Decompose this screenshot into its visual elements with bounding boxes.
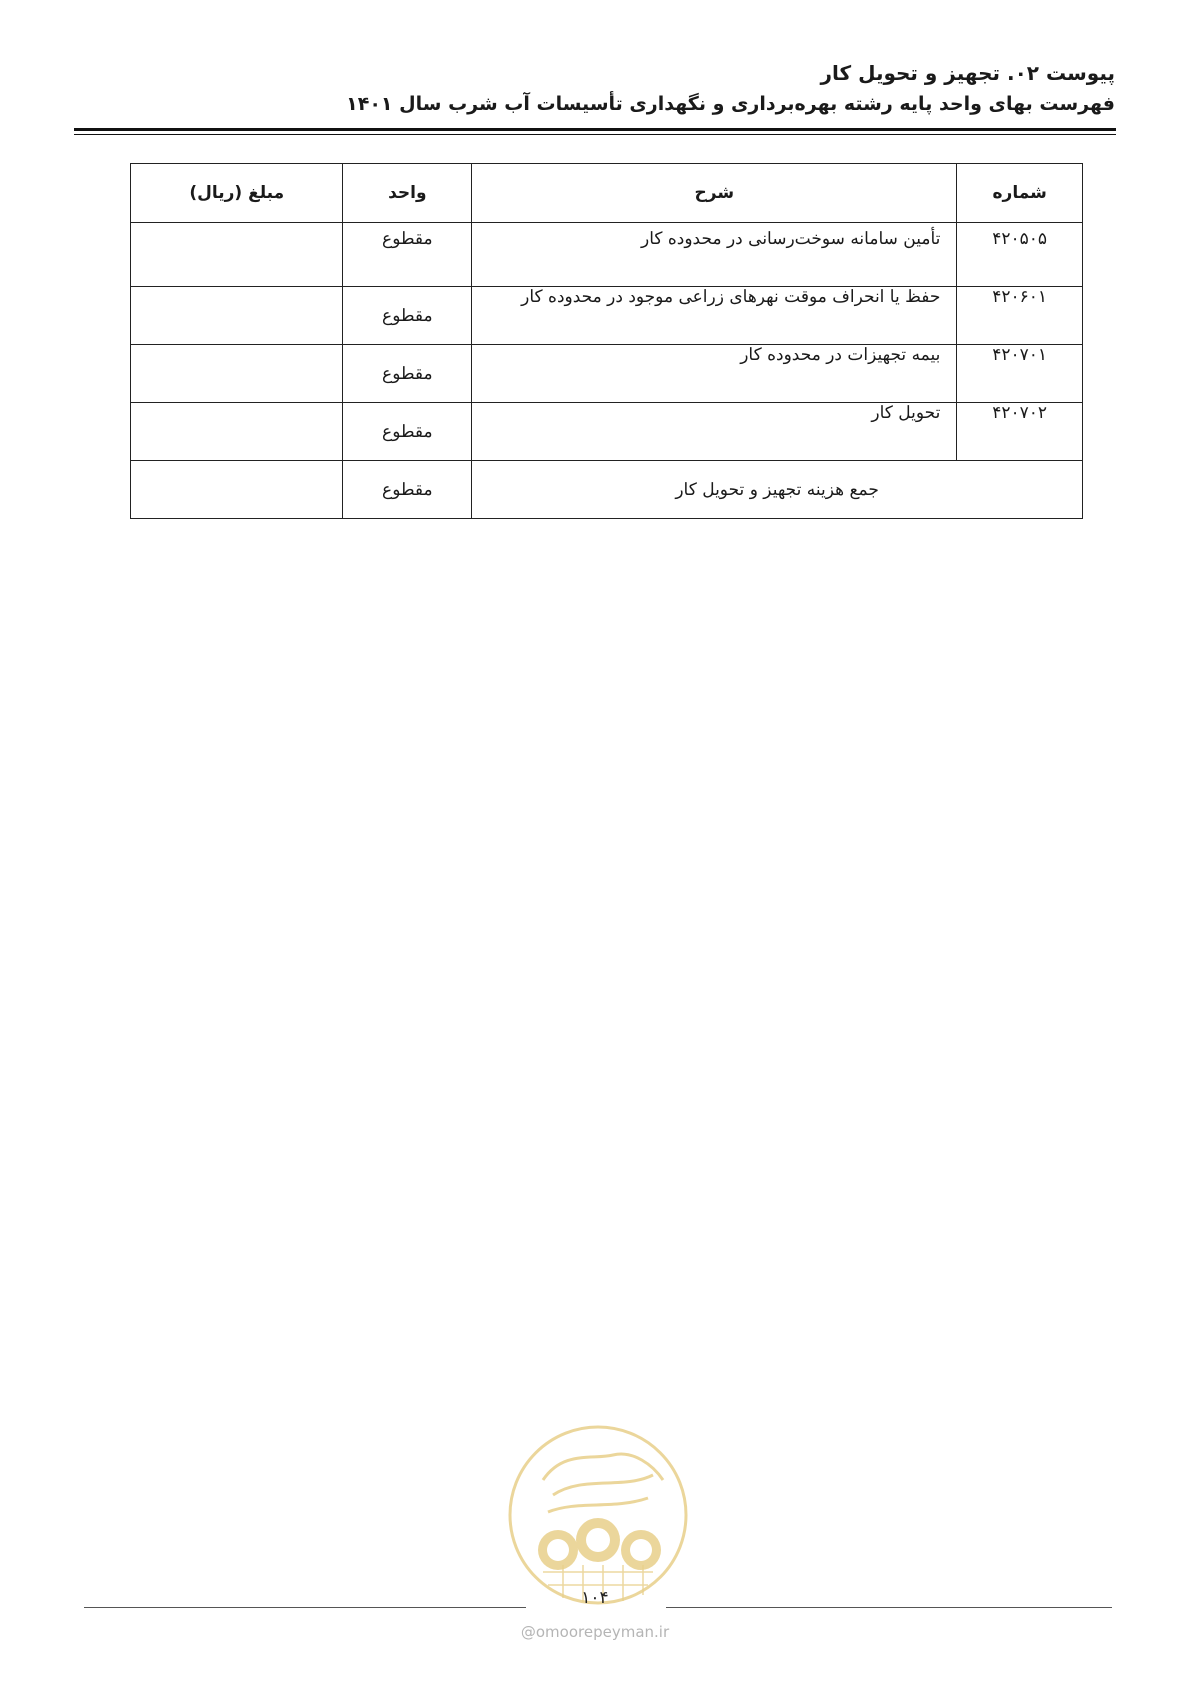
footer-rule-right — [666, 1607, 1112, 1608]
row-amount — [131, 345, 343, 403]
row-description: تحویل کار — [472, 403, 957, 461]
row-amount — [131, 403, 343, 461]
row-unit: مقطوع — [343, 223, 472, 287]
page-header — [75, 58, 1115, 120]
row-unit: مقطوع — [343, 403, 472, 461]
row-description: حفظ یا انحراف موقت نهرهای زراعی موجود در محدوده کار — [472, 287, 957, 345]
appendix-title: پیوست ۰۲. تجهیز و تحویل کار — [820, 61, 1115, 85]
header-unit: واحد — [343, 164, 472, 223]
row-number: ۴۲۰۷۰۱ — [957, 345, 1083, 403]
watermark-url: @omoorepeyman.ir — [520, 1623, 670, 1641]
watermark-logo — [503, 1420, 693, 1610]
row-description: بیمه تجهیزات در محدوده کار — [472, 345, 957, 403]
table-header-row — [131, 164, 1083, 223]
page-number: ۱۰۴ — [581, 1588, 609, 1608]
table-total-row — [131, 461, 1083, 519]
table-row — [131, 287, 1083, 345]
total-label: جمع هزینه تجهیز و تحویل کار — [472, 461, 1083, 519]
row-amount — [131, 223, 343, 287]
header-number: شماره — [957, 164, 1083, 223]
header-description: شرح — [472, 164, 957, 223]
document-title: فهرست بهای واحد پایه رشته بهره‌برداری و نگهداری تأسیسات آب شرب سال ۱۴۰۱ — [346, 93, 1115, 115]
total-unit: مقطوع — [343, 461, 472, 519]
row-unit: مقطوع — [343, 345, 472, 403]
price-list-table — [130, 163, 1083, 519]
row-number: ۴۲۰۷۰۲ — [957, 403, 1083, 461]
row-number: ۴۲۰۵۰۵ — [957, 223, 1083, 287]
table-row — [131, 223, 1083, 287]
header-amount: مبلغ (ریال) — [131, 164, 343, 223]
row-description: تأمین سامانه سوخت‌رسانی در محدوده کار — [472, 223, 957, 287]
row-amount — [131, 287, 343, 345]
table-row — [131, 345, 1083, 403]
row-number: ۴۲۰۶۰۱ — [957, 287, 1083, 345]
footer-rule-left — [84, 1607, 526, 1608]
row-unit: مقطوع — [343, 287, 472, 345]
header-rule-thin — [74, 134, 1116, 135]
total-amount — [131, 461, 343, 519]
table-row — [131, 403, 1083, 461]
header-rule-thick — [74, 128, 1116, 131]
